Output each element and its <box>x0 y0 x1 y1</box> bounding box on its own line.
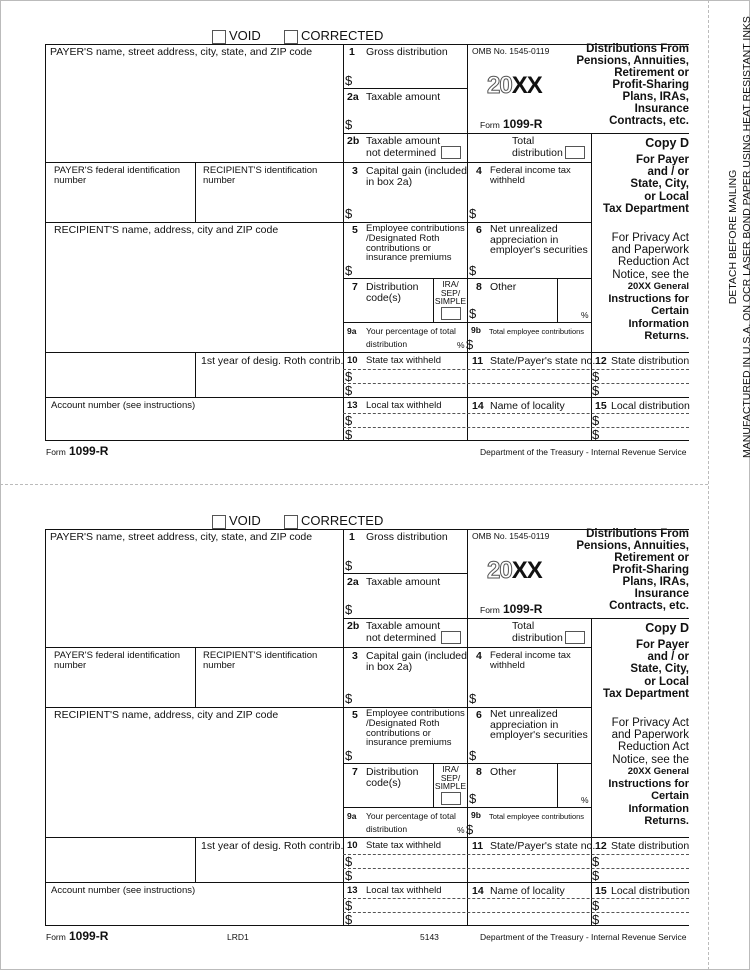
box15-number: 15 <box>595 885 607 897</box>
copy-d-title: Copy D <box>645 136 689 150</box>
instructions-reference: 20XX General Instructions for Certain Information Returns. <box>608 766 689 827</box>
side-notice <box>726 12 754 462</box>
box14-locality-field[interactable] <box>468 414 590 439</box>
ira-sep-simple-checkbox[interactable] <box>441 792 461 805</box>
box7-label-1: Distribution <box>366 766 419 778</box>
box15-dollar-1: $ <box>592 898 600 913</box>
privacy-notice: For Privacy Act and Paperwork Reduction Act Notice, see the <box>611 717 689 766</box>
box9a-percent: % <box>457 340 465 350</box>
box8-percent: % <box>581 310 589 320</box>
box12-dollar-1: $ <box>592 369 600 384</box>
box7-label-2: code(s) <box>366 292 402 304</box>
box13-dollar-1: $ <box>345 413 353 428</box>
taxable-not-determined-checkbox[interactable] <box>441 146 461 159</box>
void-checkbox[interactable] <box>212 515 226 529</box>
instructions-reference: 20XX General Instructions for Certain Information Returns. <box>608 281 689 342</box>
account-number-field[interactable] <box>46 413 342 439</box>
box15-label: Local distribution <box>611 885 690 897</box>
box10-dollar-2: $ <box>345 868 353 883</box>
box15-dollar-2: $ <box>592 427 600 442</box>
footer-department: Department of the Treasury - Internal Revenue Service <box>480 932 687 942</box>
box9b-label: Total employee contributions <box>489 812 585 821</box>
box13-label: Local tax withheld <box>366 885 442 896</box>
privacy-notice: For Privacy Act and Paperwork Reduction Act Notice, see the <box>611 232 689 281</box>
box2b-label-2: not determined <box>366 632 437 644</box>
recipient-address-field[interactable] <box>46 238 342 351</box>
box4-number: 4 <box>476 650 482 662</box>
box1-gross-distribution-field[interactable] <box>356 555 466 572</box>
box4-federal-tax-field[interactable] <box>480 685 590 706</box>
box1-number: 1 <box>349 46 355 58</box>
box1-dollar: $ <box>345 558 353 573</box>
box12-dollar-2: $ <box>592 383 600 398</box>
box2b-number: 2b <box>347 620 360 632</box>
box3-label-1: Capital gain (included <box>366 165 467 177</box>
box10-label: State tax withheld <box>366 840 441 851</box>
recipient-tin-label-2: number <box>203 175 236 186</box>
footer-form-word: Form <box>46 932 66 942</box>
box6-net-unrealized-field[interactable] <box>480 749 590 762</box>
payer-name-label: PAYER'S name, street address, city, state, and ZIP code <box>50 531 313 543</box>
box3-dollar: $ <box>345 691 353 706</box>
box15-local-distribution-field[interactable] <box>603 899 689 924</box>
box6-net-unrealized-field[interactable] <box>480 264 590 277</box>
total-distribution-checkbox[interactable] <box>565 631 585 644</box>
box12-label: State distribution <box>611 840 690 852</box>
corrected-label: CORRECTED <box>301 28 384 43</box>
taxable-not-determined-checkbox[interactable] <box>441 631 461 644</box>
box9b-total-employee-contributions-field[interactable] <box>477 821 590 836</box>
account-number-field[interactable] <box>46 898 342 924</box>
box12-label: State distribution <box>611 355 690 367</box>
box3-number: 3 <box>352 650 358 662</box>
roth-year-field[interactable] <box>196 370 342 396</box>
box9b-total-employee-contributions-field[interactable] <box>477 336 590 351</box>
box11-number: 11 <box>472 840 484 852</box>
box13-label: Local tax withheld <box>366 400 442 411</box>
payer-name-field[interactable] <box>46 543 342 646</box>
recipient-name-label: RECIPIENT'S name, address, city and ZIP code <box>54 224 279 236</box>
box12-dollar-2: $ <box>592 868 600 883</box>
box6-number: 6 <box>476 224 482 236</box>
box9b-dollar: $ <box>466 822 474 837</box>
box7-number: 7 <box>352 281 358 293</box>
payer-tin-label-2: number <box>54 660 87 671</box>
box9a-label-1: Your percentage of total <box>366 326 456 336</box>
box9b-number: 9b <box>471 810 481 820</box>
box13-dollar-1: $ <box>345 898 353 913</box>
form-word: Form <box>480 120 500 130</box>
void-checkbox[interactable] <box>212 30 226 44</box>
box8-other-field[interactable] <box>480 790 556 806</box>
vertical-perforation <box>708 0 709 970</box>
box14-locality-field[interactable] <box>468 899 590 924</box>
box2a-number: 2a <box>347 91 359 103</box>
tax-year: 20XX <box>487 72 542 99</box>
box8-dollar: $ <box>469 791 477 806</box>
box11-label: State/Payer's state no. <box>490 355 596 367</box>
box5-dollar: $ <box>345 263 353 278</box>
box9b-number: 9b <box>471 325 481 335</box>
recipient-tin-label-1: RECIPIENT'S identification <box>203 165 318 176</box>
payer-tin-field[interactable] <box>46 188 194 221</box>
box15-number: 15 <box>595 400 607 412</box>
box12-number: 12 <box>595 840 607 852</box>
copy-d-recipients: For Payer and / or State, City, or Local Tax Department <box>602 154 689 215</box>
box14-label: Name of locality <box>490 885 565 897</box>
box3-capital-gain-field[interactable] <box>356 685 466 706</box>
roth-year-label: 1st year of desig. Roth contrib. <box>201 840 344 852</box>
payer-tin-label-1: PAYER'S federal identification <box>54 650 181 661</box>
box15-label: Local distribution <box>611 400 690 412</box>
box3-label-1: Capital gain (included <box>366 650 467 662</box>
box4-label-2: withheld <box>490 175 525 186</box>
box7-distribution-code-field[interactable] <box>356 305 432 321</box>
box2b-label-1: Taxable amount <box>366 620 441 632</box>
total-distribution-label-2: distribution <box>512 632 563 644</box>
box13-dollar-2: $ <box>345 912 353 927</box>
box1-dollar: $ <box>345 73 353 88</box>
void-label: VOID <box>229 513 261 528</box>
box4-dollar: $ <box>469 691 477 706</box>
box6-number: 6 <box>476 709 482 721</box>
tax-year: 20XX <box>487 557 542 584</box>
footer-form-word: Form <box>46 447 66 457</box>
box2a-number: 2a <box>347 576 359 588</box>
box15-dollar-1: $ <box>592 413 600 428</box>
box4-dollar: $ <box>469 206 477 221</box>
box7-label-2: code(s) <box>366 777 402 789</box>
recipient-address-field[interactable] <box>46 723 342 836</box>
box1-gross-distribution-field[interactable] <box>356 70 466 87</box>
form-id: 1099-R <box>503 602 543 616</box>
footer-form-id: 1099-R <box>69 444 109 458</box>
box8-label: Other <box>490 281 517 293</box>
form-title: Distributions From Pensions, Annuities, Retirement or Profit-Sharing Plans, IRAs, Insurance Contracts, etc. <box>576 43 689 127</box>
box3-label-2: in box 2a) <box>366 661 413 673</box>
recipient-name-label: RECIPIENT'S name, address, city and ZIP code <box>54 709 279 721</box>
box8-number: 8 <box>476 281 482 293</box>
box9a-label-2: distribution <box>366 339 408 349</box>
box6-dollar: $ <box>469 263 477 278</box>
box13-number: 13 <box>347 400 358 411</box>
box14-label: Name of locality <box>490 400 565 412</box>
footer-code-number: 5143 <box>420 932 439 942</box>
roth-year-label: 1st year of desig. Roth contrib. <box>201 355 344 367</box>
box15-dollar-2: $ <box>592 912 600 927</box>
box5-label: Employee contributions /Designated Roth contributions or insurance premiums <box>366 223 465 264</box>
form-copy-lower <box>0 485 708 969</box>
box9a-percentage-field[interactable] <box>410 336 454 351</box>
box8-label: Other <box>490 766 517 778</box>
footer-code-lrd: LRD1 <box>227 932 249 942</box>
form-id: 1099-R <box>503 117 543 131</box>
box2b-label-1: Taxable amount <box>366 135 441 147</box>
box8-dollar: $ <box>469 306 477 321</box>
box5-employee-contributions-field[interactable] <box>356 749 466 762</box>
box5-dollar: $ <box>345 748 353 763</box>
ira-sep-simple-label: IRA/ SEP/ SIMPLE <box>434 279 467 306</box>
box3-label-2: in box 2a) <box>366 176 413 188</box>
roth-year-field[interactable] <box>196 855 342 881</box>
box11-state-number-field[interactable] <box>468 370 590 396</box>
box13-number: 13 <box>347 885 358 896</box>
copy-d-title: Copy D <box>645 621 689 635</box>
payer-tin-label-2: number <box>54 175 87 186</box>
box11-label: State/Payer's state no. <box>490 840 596 852</box>
box9a-number: 9a <box>347 811 357 821</box>
box2a-taxable-amount-field[interactable] <box>356 599 466 617</box>
form-word: Form <box>480 605 500 615</box>
recipient-tin-label-1: RECIPIENT'S identification <box>203 650 318 661</box>
box11-number: 11 <box>472 355 484 367</box>
box3-dollar: $ <box>345 206 353 221</box>
box4-label-1: Federal income tax <box>490 165 571 176</box>
box10-number: 10 <box>347 840 358 851</box>
box2a-dollar: $ <box>345 602 353 617</box>
manufacture-notice: MANUFACTURED IN U.S.A. ON OCR LASER BOND PAPER USING HEAT RESISTANT INKS <box>741 16 753 458</box>
box8-number: 8 <box>476 766 482 778</box>
recipient-tin-field[interactable] <box>196 188 342 221</box>
box10-dollar-1: $ <box>345 854 353 869</box>
box8-other-field[interactable] <box>480 305 556 321</box>
box8-percent: % <box>581 795 589 805</box>
footer-department: Department of the Treasury - Internal Revenue Service <box>480 447 687 457</box>
form-copy-upper <box>0 0 708 484</box>
box5-number: 5 <box>352 224 358 236</box>
box3-number: 3 <box>352 165 358 177</box>
box2b-number: 2b <box>347 135 360 147</box>
box10-dollar-1: $ <box>345 369 353 384</box>
box5-number: 5 <box>352 709 358 721</box>
box9b-dollar: $ <box>466 337 474 352</box>
box4-number: 4 <box>476 165 482 177</box>
box10-label: State tax withheld <box>366 355 441 366</box>
copy-d-recipients: For Payer and / or State, City, or Local Tax Department <box>602 639 689 700</box>
box5-employee-contributions-field[interactable] <box>356 264 466 277</box>
total-distribution-checkbox[interactable] <box>565 146 585 159</box>
box10-dollar-2: $ <box>345 383 353 398</box>
omb-number: OMB No. 1545-0119 <box>472 46 550 56</box>
box1-label: Gross distribution <box>366 46 448 58</box>
box10-number: 10 <box>347 355 358 366</box>
box7-distribution-code-field[interactable] <box>356 790 432 806</box>
total-distribution-label-1: Total <box>512 620 535 632</box>
box2a-label: Taxable amount <box>366 91 441 103</box>
box15-local-distribution-field[interactable] <box>603 414 689 439</box>
box4-federal-tax-field[interactable] <box>480 200 590 221</box>
box7-number: 7 <box>352 766 358 778</box>
box9a-number: 9a <box>347 326 357 336</box>
box12-state-distribution-field[interactable] <box>603 370 689 396</box>
box4-label-2: withheld <box>490 660 525 671</box>
box1-label: Gross distribution <box>366 531 448 543</box>
box11-state-number-field[interactable] <box>468 855 590 881</box>
box13-dollar-2: $ <box>345 427 353 442</box>
box9a-label-1: Your percentage of total <box>366 811 456 821</box>
ira-sep-simple-checkbox[interactable] <box>441 307 461 320</box>
box6-label: Net unrealized appreciation in employer's securities <box>490 708 588 741</box>
box2b-label-2: not determined <box>366 147 437 159</box>
total-distribution-label-2: distribution <box>512 147 563 159</box>
box9a-percentage-field[interactable] <box>410 821 454 836</box>
recipient-tin-field[interactable] <box>196 673 342 706</box>
box2a-dollar: $ <box>345 117 353 132</box>
detach-notice: DETACH BEFORE MAILING <box>727 169 739 305</box>
box6-dollar: $ <box>469 748 477 763</box>
box2a-label: Taxable amount <box>366 576 441 588</box>
box3-capital-gain-field[interactable] <box>356 200 466 221</box>
box10-state-tax-field[interactable] <box>356 370 466 396</box>
box4-label-1: Federal income tax <box>490 650 571 661</box>
payer-tin-label-1: PAYER'S federal identification <box>54 165 181 176</box>
ira-sep-simple-label: IRA/ SEP/ SIMPLE <box>434 764 467 791</box>
box1-number: 1 <box>349 531 355 543</box>
box9b-label: Total employee contributions <box>489 327 585 336</box>
payer-name-label: PAYER'S name, street address, city, state, and ZIP code <box>50 46 313 58</box>
corrected-checkbox[interactable] <box>284 30 298 44</box>
box13-local-tax-field[interactable] <box>356 899 466 924</box>
omb-number: OMB No. 1545-0119 <box>472 531 550 541</box>
box13-local-tax-field[interactable] <box>356 414 466 439</box>
box9a-percent: % <box>457 825 465 835</box>
void-label: VOID <box>229 28 261 43</box>
total-distribution-label-1: Total <box>512 135 535 147</box>
payer-name-field[interactable] <box>46 58 342 161</box>
form-title: Distributions From Pensions, Annuities, Retirement or Profit-Sharing Plans, IRAs, Insurance Contracts, etc. <box>576 528 689 612</box>
box14-number: 14 <box>472 400 484 412</box>
box12-dollar-1: $ <box>592 854 600 869</box>
box10-state-tax-field[interactable] <box>356 855 466 881</box>
account-number-label: Account number (see instructions) <box>51 885 196 896</box>
corrected-label: CORRECTED <box>301 513 384 528</box>
corrected-checkbox[interactable] <box>284 515 298 529</box>
box12-number: 12 <box>595 355 607 367</box>
box12-state-distribution-field[interactable] <box>603 855 689 881</box>
footer-form-id: 1099-R <box>69 929 109 943</box>
recipient-tin-label-2: number <box>203 660 236 671</box>
box6-label: Net unrealized appreciation in employer's securities <box>490 223 588 256</box>
payer-tin-field[interactable] <box>46 673 194 706</box>
account-number-label: Account number (see instructions) <box>51 400 196 411</box>
box14-number: 14 <box>472 885 484 897</box>
box7-label-1: Distribution <box>366 281 419 293</box>
box9a-label-2: distribution <box>366 824 408 834</box>
box5-label: Employee contributions /Designated Roth contributions or insurance premiums <box>366 708 465 749</box>
box2a-taxable-amount-field[interactable] <box>356 114 466 132</box>
